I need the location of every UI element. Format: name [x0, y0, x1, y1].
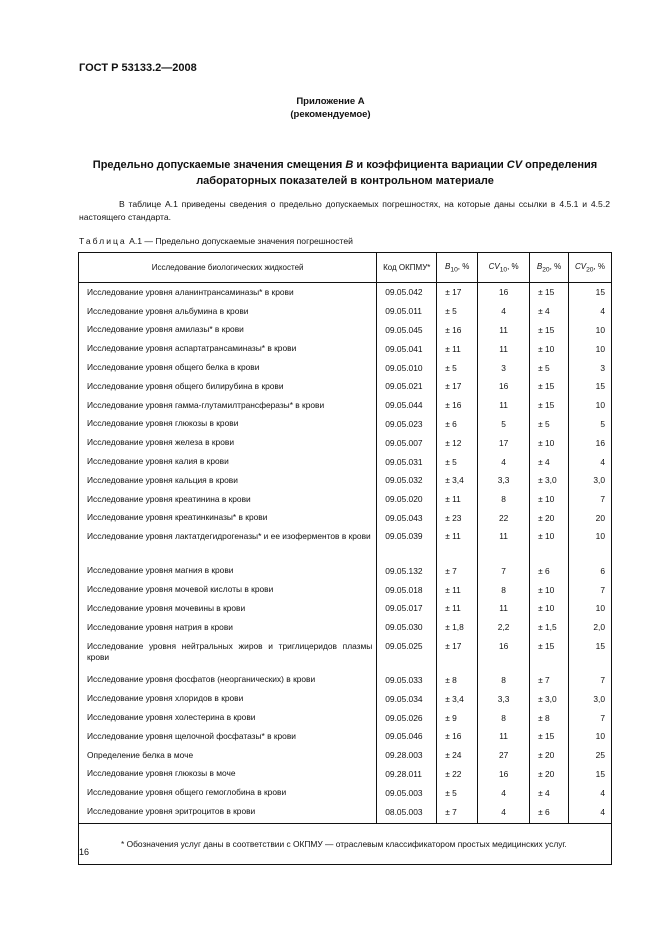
table-row [79, 509, 612, 528]
cell-cv20: 15 [569, 283, 612, 302]
cell-name: Определение белка в моче [79, 746, 377, 765]
table-row [79, 689, 612, 708]
cell-b20: ± 10 [530, 580, 569, 599]
cell-code: 09.05.032 [377, 471, 437, 490]
cell-b20: ± 15 [530, 321, 569, 340]
cell-b20: ± 3,0 [530, 471, 569, 490]
cell-cv10: 16 [478, 283, 530, 302]
cell-name: Исследование уровня калия в крови [79, 452, 377, 471]
table-row [79, 599, 612, 618]
cell-code: 09.28.011 [377, 765, 437, 784]
cell-code: 09.05.023 [377, 415, 437, 434]
cell-name: Исследование уровня мочевины в крови [79, 599, 377, 618]
cell-code: 09.05.043 [377, 509, 437, 528]
header-name: Исследование биологических жидкостей [79, 253, 377, 283]
cell-cv10: 16 [478, 637, 530, 671]
table-row [79, 471, 612, 490]
cell-cv20: 16 [569, 433, 612, 452]
cell-b20: ± 15 [530, 637, 569, 671]
cell-b10: ± 6 [437, 415, 478, 434]
cell-cv20: 7 [569, 671, 612, 690]
cell-name: Исследование уровня холестерина в крови [79, 708, 377, 727]
cell-b10: ± 17 [437, 637, 478, 671]
table-row [79, 377, 612, 396]
cell-b20: ± 6 [530, 561, 569, 580]
cell-b20: ± 20 [530, 509, 569, 528]
cell-code: 09.05.018 [377, 580, 437, 599]
cell-code: 09.05.020 [377, 490, 437, 509]
cell-b20: ± 20 [530, 746, 569, 765]
cell-b10: ± 7 [437, 561, 478, 580]
cell-cv10: 11 [478, 321, 530, 340]
cell-cv10: 7 [478, 561, 530, 580]
cell-code: 09.05.007 [377, 433, 437, 452]
header-code: Код ОКПМУ* [377, 253, 437, 283]
cell-code: 09.05.011 [377, 302, 437, 321]
cell-b10: ± 11 [437, 527, 478, 561]
cell-cv10: 3 [478, 358, 530, 377]
cell-cv10: 8 [478, 490, 530, 509]
cell-name: Исследование уровня гамма-глутамилтрансферазы* в крови [79, 396, 377, 415]
cell-name: Исследование уровня эритроцитов в крови [79, 802, 377, 823]
cell-name: Исследование уровня хлоридов в крови [79, 689, 377, 708]
table-row [79, 671, 612, 690]
cell-b20: ± 10 [530, 433, 569, 452]
cell-b10: ± 16 [437, 727, 478, 746]
cell-code: 09.05.039 [377, 527, 437, 561]
cell-name: Исследование уровня общего белка в крови [79, 358, 377, 377]
cell-code: 09.05.010 [377, 358, 437, 377]
cell-name: Исследование уровня лактатдегидрогеназы* и ее изоферментов в крови [79, 527, 377, 561]
cell-cv20: 15 [569, 377, 612, 396]
cell-code: 09.05.003 [377, 783, 437, 802]
cell-b10: ± 1,8 [437, 618, 478, 637]
cell-cv20: 10 [569, 727, 612, 746]
cell-b20: ± 3,0 [530, 689, 569, 708]
cell-code: 09.05.030 [377, 618, 437, 637]
cell-b20: ± 10 [530, 490, 569, 509]
cell-b10: ± 22 [437, 765, 478, 784]
table-row [79, 283, 612, 302]
cell-name: Исследование уровня креатинкиназы* в крови [79, 509, 377, 528]
table-row [79, 490, 612, 509]
cell-cv20: 3 [569, 358, 612, 377]
cell-name: Исследование уровня нейтральных жиров и триглицеридов плазмы крови [79, 637, 377, 671]
cell-b10: ± 24 [437, 746, 478, 765]
cell-name: Исследование уровня мочевой кислоты в крови [79, 580, 377, 599]
cell-code: 09.05.045 [377, 321, 437, 340]
cell-name: Исследование уровня амилазы* в крови [79, 321, 377, 340]
cell-name: Исследование уровня натрия в крови [79, 618, 377, 637]
cell-b10: ± 9 [437, 708, 478, 727]
cell-name: Исследование уровня щелочной фосфатазы* в крови [79, 727, 377, 746]
table-row [79, 452, 612, 471]
cell-b10: ± 11 [437, 339, 478, 358]
document-id: ГОСТ Р 53133.2—2008 [79, 62, 197, 74]
table-row [79, 765, 612, 784]
cell-b10: ± 5 [437, 302, 478, 321]
cell-cv10: 3,3 [478, 471, 530, 490]
cell-code: 09.05.025 [377, 637, 437, 671]
cell-b10: ± 5 [437, 452, 478, 471]
table-row [79, 433, 612, 452]
cell-b20: ± 10 [530, 339, 569, 358]
cell-b10: ± 16 [437, 321, 478, 340]
cell-cv10: 4 [478, 802, 530, 823]
cell-b20: ± 7 [530, 671, 569, 690]
cell-code: 09.05.034 [377, 689, 437, 708]
appendix-title: Приложение А [296, 96, 365, 107]
cell-cv10: 8 [478, 671, 530, 690]
cell-cv10: 27 [478, 746, 530, 765]
table-row [79, 708, 612, 727]
cell-cv20: 25 [569, 746, 612, 765]
table-footnote: * Обозначения услуг даны в соответствии с ОКПМУ — отраслевым классификатором простых медицинских услуг. [79, 823, 612, 864]
cell-code: 09.05.046 [377, 727, 437, 746]
cell-cv20: 3,0 [569, 471, 612, 490]
cell-b20: ± 10 [530, 599, 569, 618]
cell-code: 09.28.003 [377, 746, 437, 765]
cell-cv10: 11 [478, 599, 530, 618]
cell-cv20: 15 [569, 637, 612, 671]
cell-name: Исследование уровня аланинтрансаминазы* в крови [79, 283, 377, 302]
header-b10: $B_{10}$, % [437, 253, 478, 283]
cell-cv10: 2,2 [478, 618, 530, 637]
cell-cv20: 10 [569, 339, 612, 358]
cell-cv10: 4 [478, 302, 530, 321]
table-row [79, 302, 612, 321]
header-cv20: $CV_{20}$, % [569, 253, 612, 283]
cell-b10: ± 11 [437, 490, 478, 509]
table-row [79, 358, 612, 377]
cell-cv10: 8 [478, 708, 530, 727]
cell-b10: ± 7 [437, 802, 478, 823]
cell-code: 09.05.042 [377, 283, 437, 302]
table-row [79, 527, 612, 561]
header-b20: $B_{20}$, % [530, 253, 569, 283]
cell-cv10: 16 [478, 765, 530, 784]
cell-b20: ± 8 [530, 708, 569, 727]
cell-b20: ± 20 [530, 765, 569, 784]
cell-cv10: 11 [478, 727, 530, 746]
table-row [79, 321, 612, 340]
cell-b20: ± 5 [530, 415, 569, 434]
cell-cv20: 15 [569, 765, 612, 784]
table-row [79, 580, 612, 599]
table-header-row [79, 253, 612, 283]
cell-b10: ± 5 [437, 358, 478, 377]
page-number: 16 [79, 847, 90, 857]
cell-cv10: 4 [478, 452, 530, 471]
cell-cv10: 17 [478, 433, 530, 452]
cell-name: Исследование уровня альбумина в крови [79, 302, 377, 321]
cell-cv20: 4 [569, 783, 612, 802]
cell-cv20: 20 [569, 509, 612, 528]
cell-b10: ± 5 [437, 783, 478, 802]
cell-b20: ± 6 [530, 802, 569, 823]
cell-code: 09.05.041 [377, 339, 437, 358]
table-caption: Таблица А.1 — Предельно допускаемые значения погрешностей [79, 236, 353, 246]
table-row [79, 637, 612, 671]
cell-cv10: 11 [478, 339, 530, 358]
cell-cv20: 10 [569, 527, 612, 561]
cell-code: 09.05.132 [377, 561, 437, 580]
cell-code: 09.05.017 [377, 599, 437, 618]
cell-cv10: 8 [478, 580, 530, 599]
table-row [79, 746, 612, 765]
cell-cv20: 4 [569, 302, 612, 321]
cell-cv20: 4 [569, 802, 612, 823]
cell-name: Исследование уровня железа в крови [79, 433, 377, 452]
cell-b10: ± 17 [437, 283, 478, 302]
cell-b20: ± 15 [530, 377, 569, 396]
cell-cv20: 2,0 [569, 618, 612, 637]
cell-name: Исследование уровня глюкозы в крови [79, 415, 377, 434]
cell-name: Исследование уровня фосфатов (неорганических) в крови [79, 671, 377, 690]
cell-b10: ± 16 [437, 396, 478, 415]
cell-b10: ± 3,4 [437, 471, 478, 490]
table-row [79, 396, 612, 415]
cell-code: 09.05.021 [377, 377, 437, 396]
cell-code: 09.05.033 [377, 671, 437, 690]
appendix-status: (рекомендуемое) [290, 109, 371, 120]
cell-b20: ± 15 [530, 727, 569, 746]
intro-paragraph: В таблице А.1 приведены сведения о предельно допускаемых погрешностях, на которые даны ссылки в 4.5.1 и 4.5.2 настоящего стандарта. [79, 199, 610, 222]
cell-cv10: 5 [478, 415, 530, 434]
cell-b10: ± 23 [437, 509, 478, 528]
cell-b20: ± 10 [530, 527, 569, 561]
table-row [79, 415, 612, 434]
error-limits-table [78, 252, 612, 865]
cell-name: Исследование уровня магния в крови [79, 561, 377, 580]
cell-b20: ± 5 [530, 358, 569, 377]
cell-name: Исследование уровня общего гемоглобина в крови [79, 783, 377, 802]
cell-cv20: 10 [569, 599, 612, 618]
cell-cv10: 11 [478, 396, 530, 415]
cell-code: 09.05.026 [377, 708, 437, 727]
cell-b20: ± 4 [530, 302, 569, 321]
cell-cv10: 11 [478, 527, 530, 561]
cell-code: 08.05.003 [377, 802, 437, 823]
cell-cv10: 22 [478, 509, 530, 528]
cell-cv20: 3,0 [569, 689, 612, 708]
cell-b10: ± 3,4 [437, 689, 478, 708]
cell-b20: ± 15 [530, 283, 569, 302]
cell-b20: ± 15 [530, 396, 569, 415]
cell-cv10: 3,3 [478, 689, 530, 708]
cell-cv10: 4 [478, 783, 530, 802]
cell-b10: ± 11 [437, 580, 478, 599]
cell-name: Исследование уровня общего билирубина в крови [79, 377, 377, 396]
cell-name: Исследование уровня аспартатрансаминазы* в крови [79, 339, 377, 358]
table-row [79, 618, 612, 637]
cell-name: Исследование уровня креатинина в крови [79, 490, 377, 509]
cell-b10: ± 11 [437, 599, 478, 618]
cell-name: Исследование уровня глюкозы в моче [79, 765, 377, 784]
header-cv10: $CV_{10}$, % [478, 253, 530, 283]
table-row [79, 561, 612, 580]
cell-cv20: 5 [569, 415, 612, 434]
table-row [79, 802, 612, 823]
cell-cv20: 7 [569, 490, 612, 509]
cell-cv20: 6 [569, 561, 612, 580]
cell-b20: ± 4 [530, 783, 569, 802]
cell-code: 09.05.044 [377, 396, 437, 415]
cell-b10: ± 17 [437, 377, 478, 396]
cell-cv20: 7 [569, 708, 612, 727]
cell-cv20: 10 [569, 396, 612, 415]
cell-b20: ± 1,5 [530, 618, 569, 637]
cell-b10: ± 12 [437, 433, 478, 452]
cell-cv20: 7 [569, 580, 612, 599]
section-title: Предельно допускаемые значения смещения B и коэффициента вариации CV определения лабораторных показателей в контрольном материале [92, 159, 598, 187]
cell-cv20: 10 [569, 321, 612, 340]
cell-b20: ± 4 [530, 452, 569, 471]
cell-b10: ± 8 [437, 671, 478, 690]
table-row [79, 727, 612, 746]
table-row [79, 339, 612, 358]
cell-name: Исследование уровня кальция в крови [79, 471, 377, 490]
table-row [79, 783, 612, 802]
cell-cv10: 16 [478, 377, 530, 396]
cell-code: 09.05.031 [377, 452, 437, 471]
cell-cv20: 4 [569, 452, 612, 471]
